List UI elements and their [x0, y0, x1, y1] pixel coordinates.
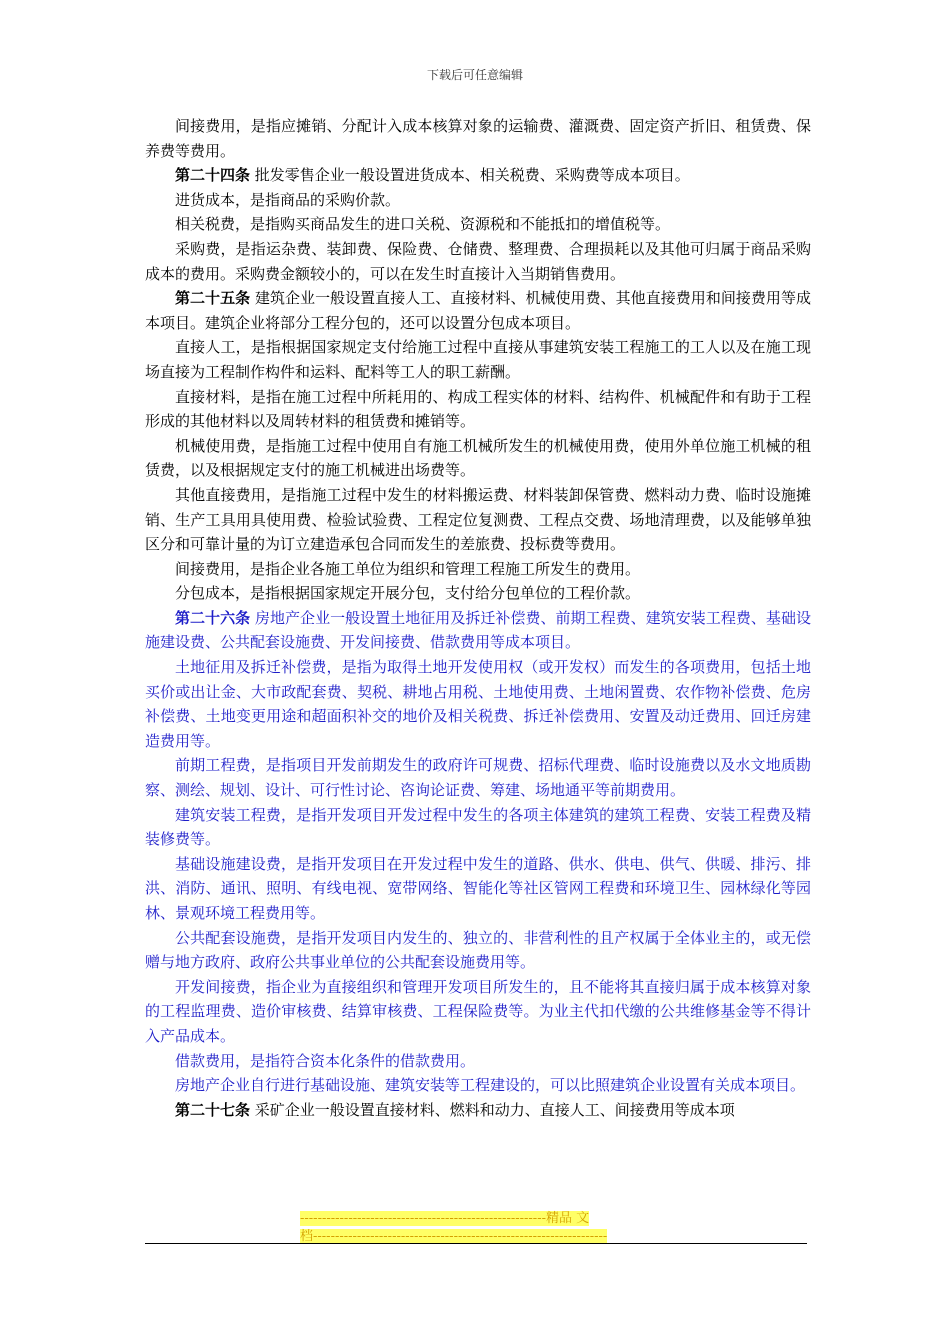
body-paragraph — [145, 212, 811, 237]
body-paragraph — [145, 803, 811, 852]
paragraph-text: 开发间接费，指企业为直接组织和管理开发项目所发生的，且不能将其直接归属于成本核算对象的工程监理费、造价审核费、结算审核费、工程保险费等。为业主代扣代缴的公共维修基金等不得计入产品成本。 — [145, 977, 811, 1045]
body-paragraph — [145, 1073, 811, 1098]
paragraph-text: 采矿企业一般设置直接材料、燃料和动力、直接人工、间接费用等成本项 — [250, 1100, 735, 1119]
footer-banner-line-1: --------------------------------------------------------精品 文 — [300, 1211, 590, 1226]
page-header: 下载后可任意编辑 — [426, 68, 523, 82]
article-paragraph — [145, 1098, 811, 1123]
body-paragraph — [145, 483, 811, 557]
body-paragraph — [145, 557, 811, 582]
paragraph-text: 借款费用，是指符合资本化条件的借款费用。 — [175, 1051, 476, 1070]
paragraph-text: 公共配套设施费，是指开发项目内发生的、独立的、非营利性的且产权属于全体业主的，或无偿赠与地方政府、政府公共事业单位的公共配套设施费用等。 — [145, 928, 811, 972]
body-paragraph — [145, 753, 811, 802]
paragraph-text: 土地征用及拆迁补偿费，是指为取得土地开发使用权（或开发权）而发生的各项费用，包括土地买价或出让金、大市政配套费、契税、耕地占用税、土地使用费、土地闲置费、农作物补偿费、危房补偿费、土地变更用途和超面积补交的地价及相关税费、拆迁补偿费用、安置及动迁费用、回迁房建造费用等。 — [145, 658, 811, 750]
paragraph-text: 批发零售企业一般设置进货成本、相关税费、采购费等成本项目。 — [250, 166, 690, 185]
paragraph-text: 直接材料，是指在施工过程中所耗用的、构成工程实体的材料、结构件、机械配件和有助于工程形成的其他材料以及周转材料的租赁费和摊销等。 — [145, 387, 811, 431]
paragraph-text: 间接费用，是指应摊销、分配计入成本核算对象的运输费、灌溉费、固定资产折旧、租赁费、保养费等费用。 — [145, 117, 811, 160]
body-paragraph — [145, 237, 811, 286]
article-number: 第二十四条 — [175, 166, 251, 185]
paragraph-text: 采购费，是指运杂费、装卸费、保险费、仓储费、整理费、合理损耗以及其他可归属于商品采购成本的费用。采购费金额较小的，可以在发生时直接计入当期销售费用。 — [145, 239, 811, 283]
paragraph-text: 前期工程费，是指项目开发前期发生的政府许可规费、招标代理费、临时设施费以及水文地质勘察、测绘、规划、设计、可行性讨论、咨询论证费、筹建、场地通平等前期费用。 — [145, 756, 811, 800]
body-paragraph — [145, 188, 811, 213]
body-paragraph — [145, 581, 811, 606]
body-paragraph — [145, 335, 811, 384]
body-paragraph — [145, 975, 811, 1049]
paragraph-text: 其他直接费用，是指施工过程中发生的材料搬运费、材料装卸保管费、燃料动力费、临时设施摊销、生产工具用具使用费、检验试验费、工程定位复测费、工程点交费、场地清理费，以及能够单独区分和可靠计量的为订立建造承包合同而发生的差旅费、投标费等费用。 — [145, 485, 811, 554]
document-body — [145, 114, 811, 1122]
body-paragraph — [145, 434, 811, 483]
article-paragraph — [145, 163, 811, 188]
article-number: 第二十七条 — [175, 1100, 251, 1119]
article-number: 第二十六条 — [175, 608, 251, 627]
footer-banner-line-2: 档------------------------------------------------------------------- — [300, 1229, 608, 1244]
paragraph-text: 进货成本，是指商品的采购价款。 — [175, 190, 401, 209]
article-paragraph — [145, 286, 811, 335]
article-number: 第二十五条 — [175, 289, 251, 308]
footer-banner — [300, 1210, 650, 1246]
body-paragraph — [145, 114, 811, 163]
paragraph-text: 间接费用，是指企业各施工单位为组织和管理工程施工所发生的费用。 — [175, 559, 641, 578]
body-paragraph — [145, 1049, 811, 1074]
body-paragraph — [145, 926, 811, 975]
body-paragraph — [145, 385, 811, 434]
paragraph-text: 分包成本，是指根据国家规定开展分包，支付给分包单位的工程价款。 — [175, 584, 641, 603]
body-paragraph — [145, 655, 811, 753]
paragraph-text: 基础设施建设费，是指开发项目在开发过程中发生的道路、供水、供电、供气、供暖、排污、排洪、消防、通讯、照明、有线电视、宽带网络、智能化等社区管网工程费和环境卫生、园林绿化等园林、景观环境工程费用等。 — [145, 854, 811, 922]
paragraph-text: 房地产企业一般设置土地征用及拆迁补偿费、前期工程费、建筑安装工程费、基础设施建设费、公共配套设施费、开发间接费、借款费用等成本项目。 — [145, 608, 811, 652]
paragraph-text: 机械使用费，是指施工过程中使用自有施工机械所发生的机械使用费，使用外单位施工机械的租赁费，以及根据规定支付的施工机械进出场费等。 — [145, 436, 811, 480]
article-paragraph — [145, 606, 811, 655]
body-paragraph — [145, 852, 811, 926]
paragraph-text: 建筑安装工程费，是指开发项目开发过程中发生的各项主体建筑的建筑工程费、安装工程费及精装修费等。 — [145, 805, 811, 849]
paragraph-text: 房地产企业自行进行基础设施、建筑安装等工程建设的，可以比照建筑企业设置有关成本项目。 — [175, 1076, 806, 1095]
footer-divider — [145, 1243, 807, 1244]
paragraph-text: 建筑企业一般设置直接人工、直接材料、机械使用费、其他直接费用和间接费用等成本项目。建筑企业将部分工程分包的，还可以设置分包成本项目。 — [145, 289, 811, 332]
paragraph-text: 相关税费，是指购买商品发生的进口关税、资源税和不能抵扣的增值税等。 — [175, 215, 671, 234]
paragraph-text: 直接人工，是指根据国家规定支付给施工过程中直接从事建筑安装工程施工的工人以及在施工现场直接为工程制作构件和运料、配料等工人的职工薪酬。 — [145, 338, 811, 381]
